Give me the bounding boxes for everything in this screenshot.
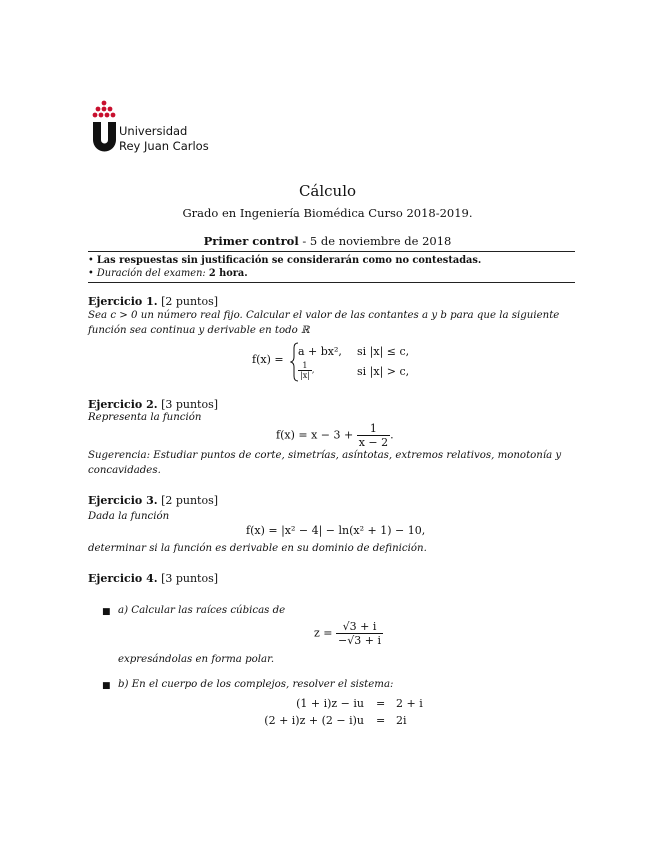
exercise-2-points: [3 puntos] [161,398,219,411]
note-2-label: Duración del examen: [96,268,206,279]
ex4-a-text-2: expresándolas en forma polar. [118,654,275,665]
exercise-2-heading [88,398,218,411]
ex4-a-text: a) Calcular las raíces cúbicas de [118,605,286,616]
exercise-1-text: Sea c > 0 un número real fijo. Calcular el valor de las contantes a y b para que la siguiente función sea continua y derivable en todo ℝ [88,310,560,336]
eq2-left: (2 + i)z + (2 − i)u [264,714,364,727]
logo-text [119,124,209,154]
exercise-4-title: Ejercicio 4. [88,572,158,585]
logo-line-1: Universidad [119,124,188,138]
exercise-2-title: Ejercicio 2. [88,398,158,411]
control-date: - 5 de noviembre de 2018 [302,234,452,248]
divider-top [88,251,575,252]
ex4-a-den: −√3 + i [338,634,381,647]
exercise-1-heading [88,295,218,308]
ex2-formula: f(x) = x − 3 + $\frac{1}{x - 2}$ . [276,422,394,449]
ex2-formula-left: f(x) = x − 3 + [276,428,354,442]
control-line [0,234,655,248]
ex2-frac-den: x − 2 [358,436,389,449]
note-2-value: 2 hora. [208,268,248,279]
course-subtitle: Grado en Ingeniería Biomédica Curso 2018-2019. [182,206,473,220]
exercise-2-text: Representa la función [88,412,202,423]
note-justification: • Las respuestas sin justificación se considerarán como no contestadas. [88,255,482,266]
eq1-sign: = [376,697,386,710]
eq1-right: 2 + i [396,697,423,710]
exercise-1-title: Ejercicio 1. [88,295,158,308]
ex1-case2-expr: $\frac{1}{|x|}$ , [300,361,315,380]
bullet-b: ■ [102,681,111,691]
control-label: Primer control [203,234,299,248]
exercise-3-text-2: determinar si la función es derivable en su dominio de definición. [88,543,427,554]
note-duration: • Duración del examen: 2 hora. [88,268,248,279]
ex3-formula: f(x) = |x² − 4| − ln(x² + 1) − 10, [246,524,426,537]
page-title: Cálculo [298,182,357,200]
eq2-sign: = [376,714,386,727]
logo-line-2: Rey Juan Carlos [119,139,209,153]
ex1-lhs: f(x) = [252,353,284,366]
ex1-case2-cond: si |x| > c, [357,365,410,378]
exercise-3-title: Ejercicio 3. [88,494,158,507]
exercise-1-points: [2 puntos] [161,295,219,308]
ex4-a-formula [314,620,383,647]
ex1-case2-den: |x| [300,371,310,380]
exercise-2-hint: Sugerencia: Estudiar puntos de corte, simetrías, asíntotas, extremos relativos, monotonía y concavidades. [88,450,562,476]
exercise-4-points: [3 puntos] [161,572,219,585]
note-1-text: Las respuestas sin justificación se considerarán como no contestadas. [96,255,482,266]
exercise-3-heading [88,494,218,507]
ex1-case1-expr: a + bx², [298,345,342,358]
divider-bottom [88,282,575,283]
exercise-3-text: Dada la función [88,511,170,522]
ex2-frac-num: 1 [357,422,390,436]
ex4-a-lhs: z = [314,626,333,640]
bullet-a: ■ [102,607,111,617]
ex1-case2-num: 1 [298,361,312,371]
exercise-4-heading [88,572,218,585]
eq2-right: 2i [396,714,407,727]
eq1-left: (1 + i)z − iu [296,697,364,710]
ex4-b-text: b) En el cuerpo de los complejos, resolver el sistema: [118,679,394,690]
exercise-3-points: [2 puntos] [161,494,219,507]
ex4-a-num: √3 + i [336,620,383,634]
ex1-case1-cond: si |x| ≤ c, [357,345,410,358]
